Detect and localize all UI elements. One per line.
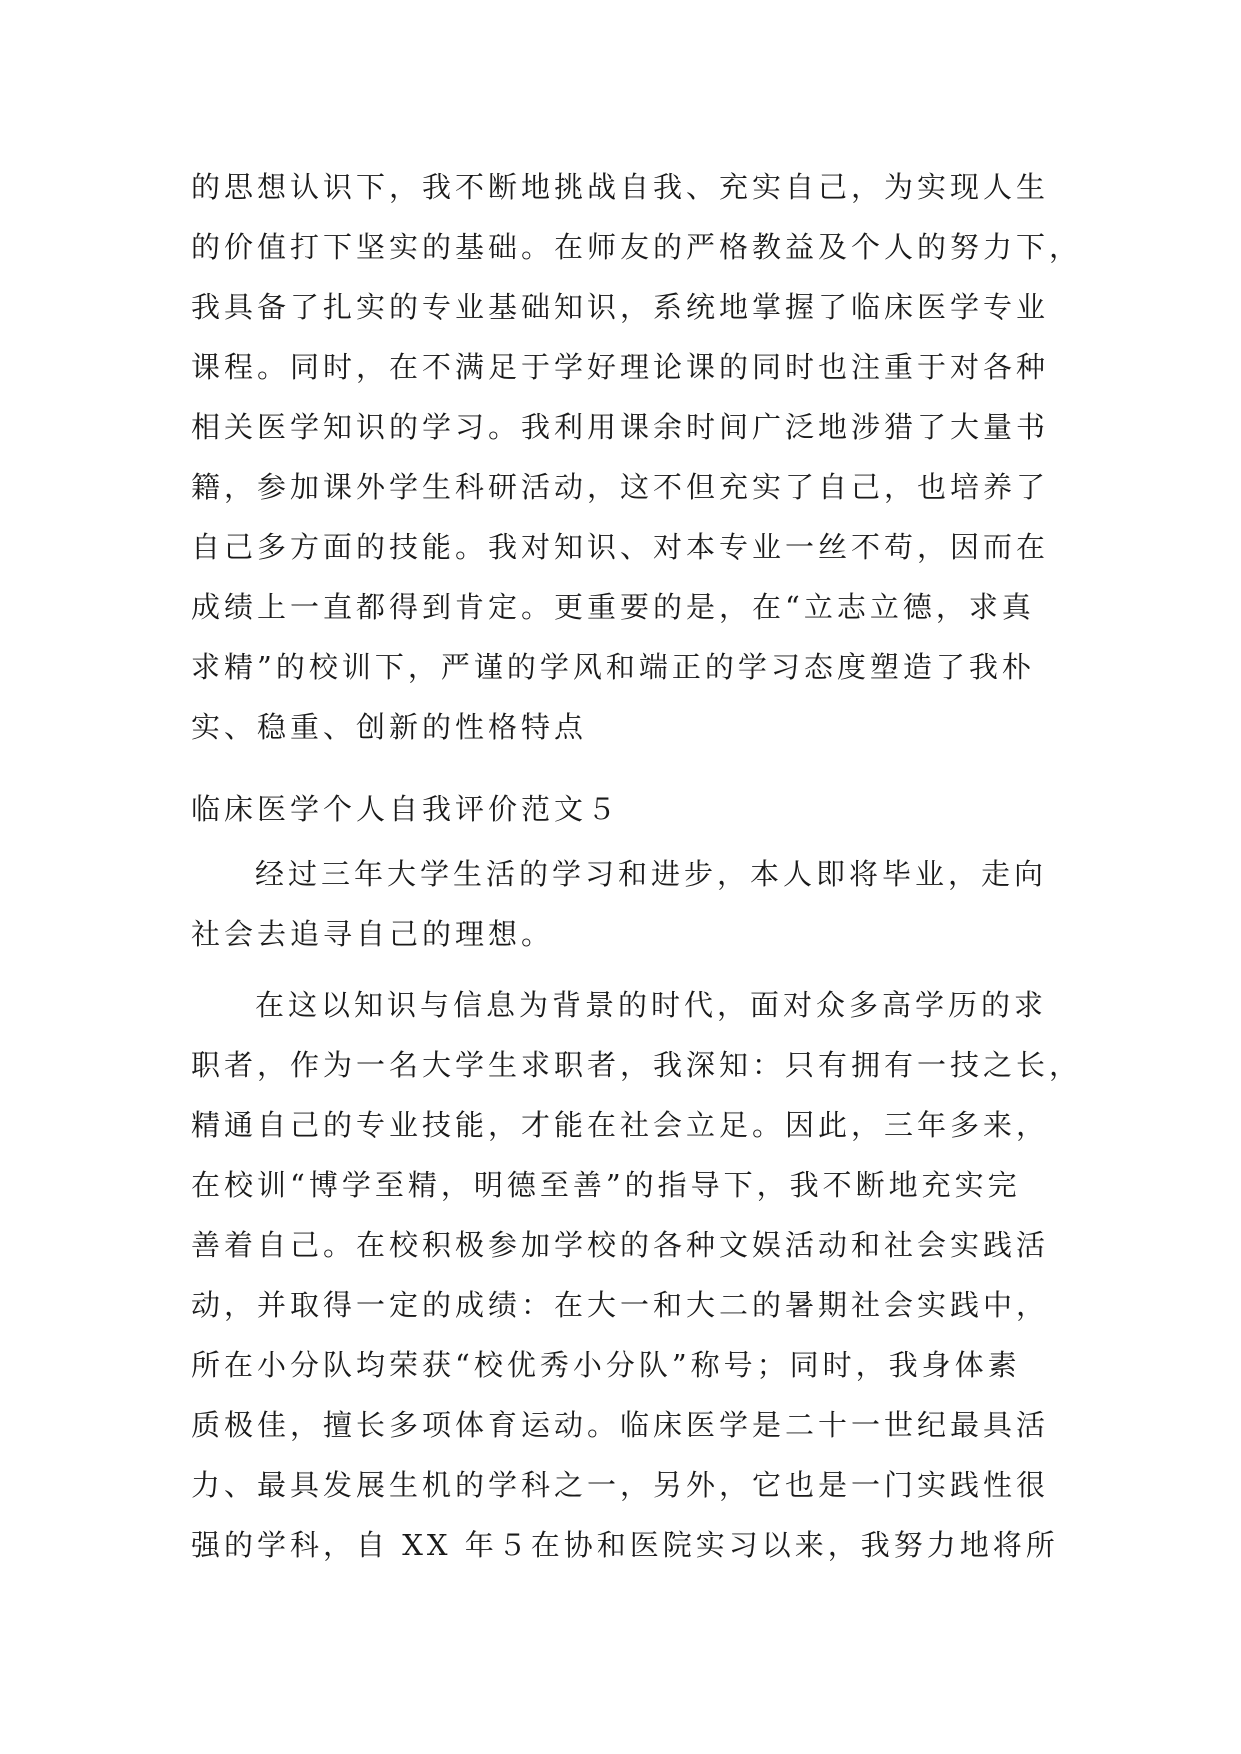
text-line: 在校训“博学至精，明德至善”的指导下，我不断地充实完 xyxy=(191,1168,1021,1202)
text-line: 成绩上一直都得到肯定。更重要的是，在“立志立德，求真 xyxy=(191,590,1035,624)
section-heading: 临床医学个人自我评价范文５ xyxy=(191,792,621,826)
text-line: 相关医学知识的学习。我利用课余时间广泛地涉猎了大量书 xyxy=(191,410,1050,444)
text-line: 善着自己。在校积极参加学校的各种文娱活动和社会实践活 xyxy=(191,1228,1050,1262)
text-line: 我具备了扎实的专业基础知识，系统地掌握了临床医学专业 xyxy=(191,290,1050,324)
text-line: 的价值打下坚实的基础。在师友的严格教益及个人的努力下， xyxy=(191,230,1083,264)
text-line: 社会去追寻自己的理想。 xyxy=(191,917,555,951)
text-line: 所在小分队均荣获“校优秀小分队”称号；同时，我身体素 xyxy=(191,1348,1021,1382)
text-line: 求精”的校训下，严谨的学风和端正的学习态度塑造了我朴 xyxy=(191,650,1035,684)
text-line: 经过三年大学生活的学习和进步，本人即将毕业，走向 xyxy=(255,857,1048,891)
text-line: 自己多方面的技能。我对知识、对本专业一丝不苟，因而在 xyxy=(191,530,1050,564)
text-line: 职者，作为一名大学生求职者，我深知：只有拥有一技之长， xyxy=(191,1048,1083,1082)
text-line: 在这以知识与信息为背景的时代，面对众多高学历的求 xyxy=(255,988,1048,1022)
text-line: 动，并取得一定的成绩：在大一和大二的暑期社会实践中， xyxy=(191,1288,1050,1322)
text-line: 质极佳，擅长多项体育运动。临床医学是二十一世纪最具活 xyxy=(191,1408,1050,1442)
text-line: 精通自己的专业技能，才能在社会立足。因此，三年多来， xyxy=(191,1108,1050,1142)
text-line: 的思想认识下，我不断地挑战自我、充实自己，为实现人生 xyxy=(191,170,1050,204)
text-line: 籍，参加课外学生科研活动，这不但充实了自己，也培养了 xyxy=(191,470,1050,504)
text-line: 力、最具发展生机的学科之一，另外，它也是一门实践性很 xyxy=(191,1468,1050,1502)
text-line: 实、稳重、创新的性格特点 xyxy=(191,710,588,744)
text-line: 课程。同时，在不满足于学好理论课的同时也注重于对各种 xyxy=(191,350,1050,384)
text-line: 强的学科，自 XX 年５在协和医院实习以来，我努力地将所 xyxy=(191,1528,1059,1562)
